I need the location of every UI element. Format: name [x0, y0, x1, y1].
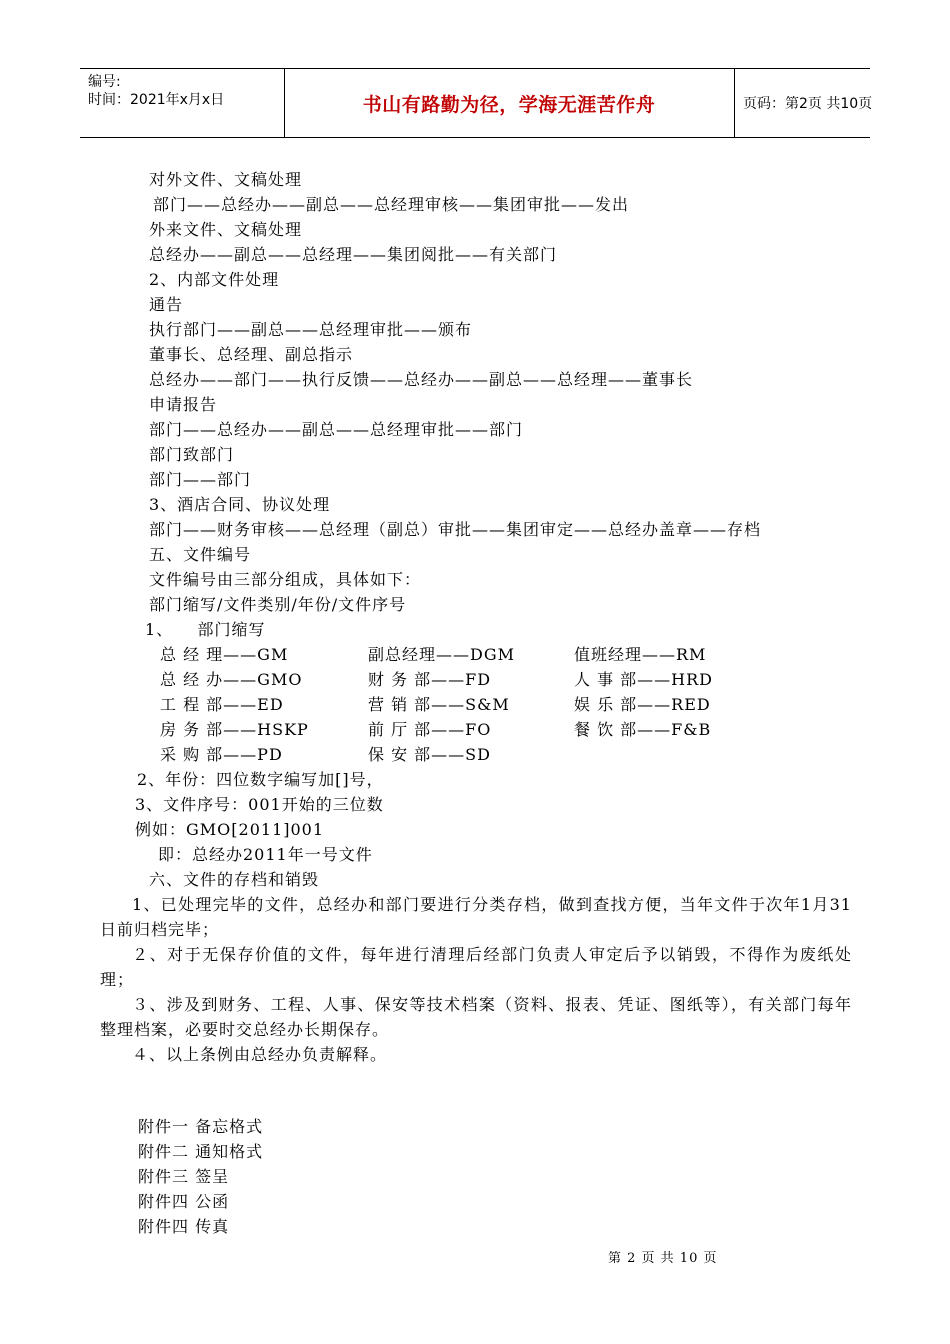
attachment-item: 附件三 签呈 — [138, 1167, 230, 1186]
attachment-item: 附件二 通知格式 — [138, 1142, 264, 1161]
text-line: 通告 — [149, 295, 184, 314]
text-line: 3、文件序号：001开始的三位数 — [135, 795, 384, 814]
text-line: 总经办——部门——执行反馈——总经办——副总——总经理——董事长 — [149, 370, 694, 389]
text-line: 部门致部门 — [149, 445, 235, 464]
date-label: 时间：2021年x月x日 — [88, 92, 225, 108]
section-heading: 3、酒店合同、协议处理 — [149, 495, 331, 514]
text-line: 部门——财务审核——总经理（副总）审批——集团审定——总经办盖章——存档 — [149, 520, 762, 539]
page-number-label: 页码：第2页 共10页 — [743, 96, 873, 112]
table-cell: 财 务 部——FD — [368, 670, 492, 689]
table-cell: 值班经理——RM — [574, 645, 707, 664]
text-line: 执行部门——副总——总经理审批——颁布 — [149, 320, 473, 339]
text-line: 董事长、总经理、副总指示 — [149, 345, 354, 364]
page-footer: 第 2 页 共 10 页 — [608, 1251, 718, 1266]
table-cell: 餐 饮 部——F&B — [574, 720, 712, 739]
attachment-item: 附件一 备忘格式 — [138, 1117, 264, 1136]
table-cell: 采 购 部——PD — [160, 745, 283, 764]
header-slogan-cell — [284, 69, 735, 137]
text-line: 文件编号由三部分组成，具体如下： — [149, 570, 422, 589]
doc-number-label: 编号: — [88, 74, 121, 90]
paragraph: ４、以上条例由总经办负责解释。 — [132, 1045, 388, 1064]
table-cell: 工 程 部——ED — [160, 695, 284, 714]
text-line: 对外文件、文稿处理 — [149, 170, 303, 189]
table-cell: 房 务 部——HSKP — [160, 720, 309, 739]
text-line: 1、 部门缩写 — [145, 620, 266, 639]
text-line: 总经办——副总——总经理——集团阅批——有关部门 — [149, 245, 558, 264]
table-cell: 前 厅 部——FO — [368, 720, 492, 739]
table-cell: 副总经理——DGM — [368, 645, 515, 664]
table-cell: 总 经 理——GM — [160, 645, 289, 664]
paragraph: ２、对于无保存价值的文件，每年进行清理后经部门负责人审定后予以销毁，不得作为废纸处理； — [100, 945, 852, 989]
table-cell: 总 经 办——GMO — [160, 670, 303, 689]
section-heading: 2、内部文件处理 — [149, 270, 280, 289]
text-line: 例如：GMO[2011]001 — [135, 820, 325, 839]
table-cell: 保 安 部——SD — [368, 745, 491, 764]
table-cell: 娱 乐 部——RED — [574, 695, 711, 714]
paragraph: ３、涉及到财务、工程、人事、保安等技术档案（资料、报表、凭证、图纸等），有关部门每年整理档案，必要时交总经办长期保存。 — [100, 995, 852, 1039]
attachment-item: 附件四 传真 — [138, 1217, 230, 1236]
attachment-item: 附件四 公函 — [138, 1192, 230, 1211]
paragraph: 1、已处理完毕的文件，总经办和部门要进行分类存档，做到查找方便，当年文件于次年1月31日前归档完毕； — [100, 895, 852, 939]
header-meta-cell — [80, 69, 285, 137]
text-line: 外来文件、文稿处理 — [149, 220, 303, 239]
slogan: 书山有路勤为径，学海无涯苦作舟 — [362, 93, 656, 116]
section-heading: 六、文件的存档和销毁 — [149, 870, 320, 889]
page-header — [80, 68, 873, 138]
text-line: 部门——总经办——副总——总经理审核——集团审批——发出 — [153, 195, 630, 214]
table-cell: 营 销 部——S&M — [368, 695, 510, 714]
header-page-cell — [735, 69, 873, 137]
section-heading: 五、文件编号 — [149, 545, 252, 564]
text-line: 2、年份：四位数字编写加[]号， — [137, 770, 384, 789]
text-line: 部门——部门 — [149, 470, 252, 489]
table-cell: 人 事 部——HRD — [574, 670, 714, 689]
text-line: 即：总经办2011年一号文件 — [158, 845, 373, 864]
text-line: 部门——总经办——副总——总经理审批——部门 — [149, 420, 524, 439]
text-line: 部门缩写/文件类别/年份/文件序号 — [149, 595, 407, 614]
text-line: 申请报告 — [149, 395, 218, 414]
